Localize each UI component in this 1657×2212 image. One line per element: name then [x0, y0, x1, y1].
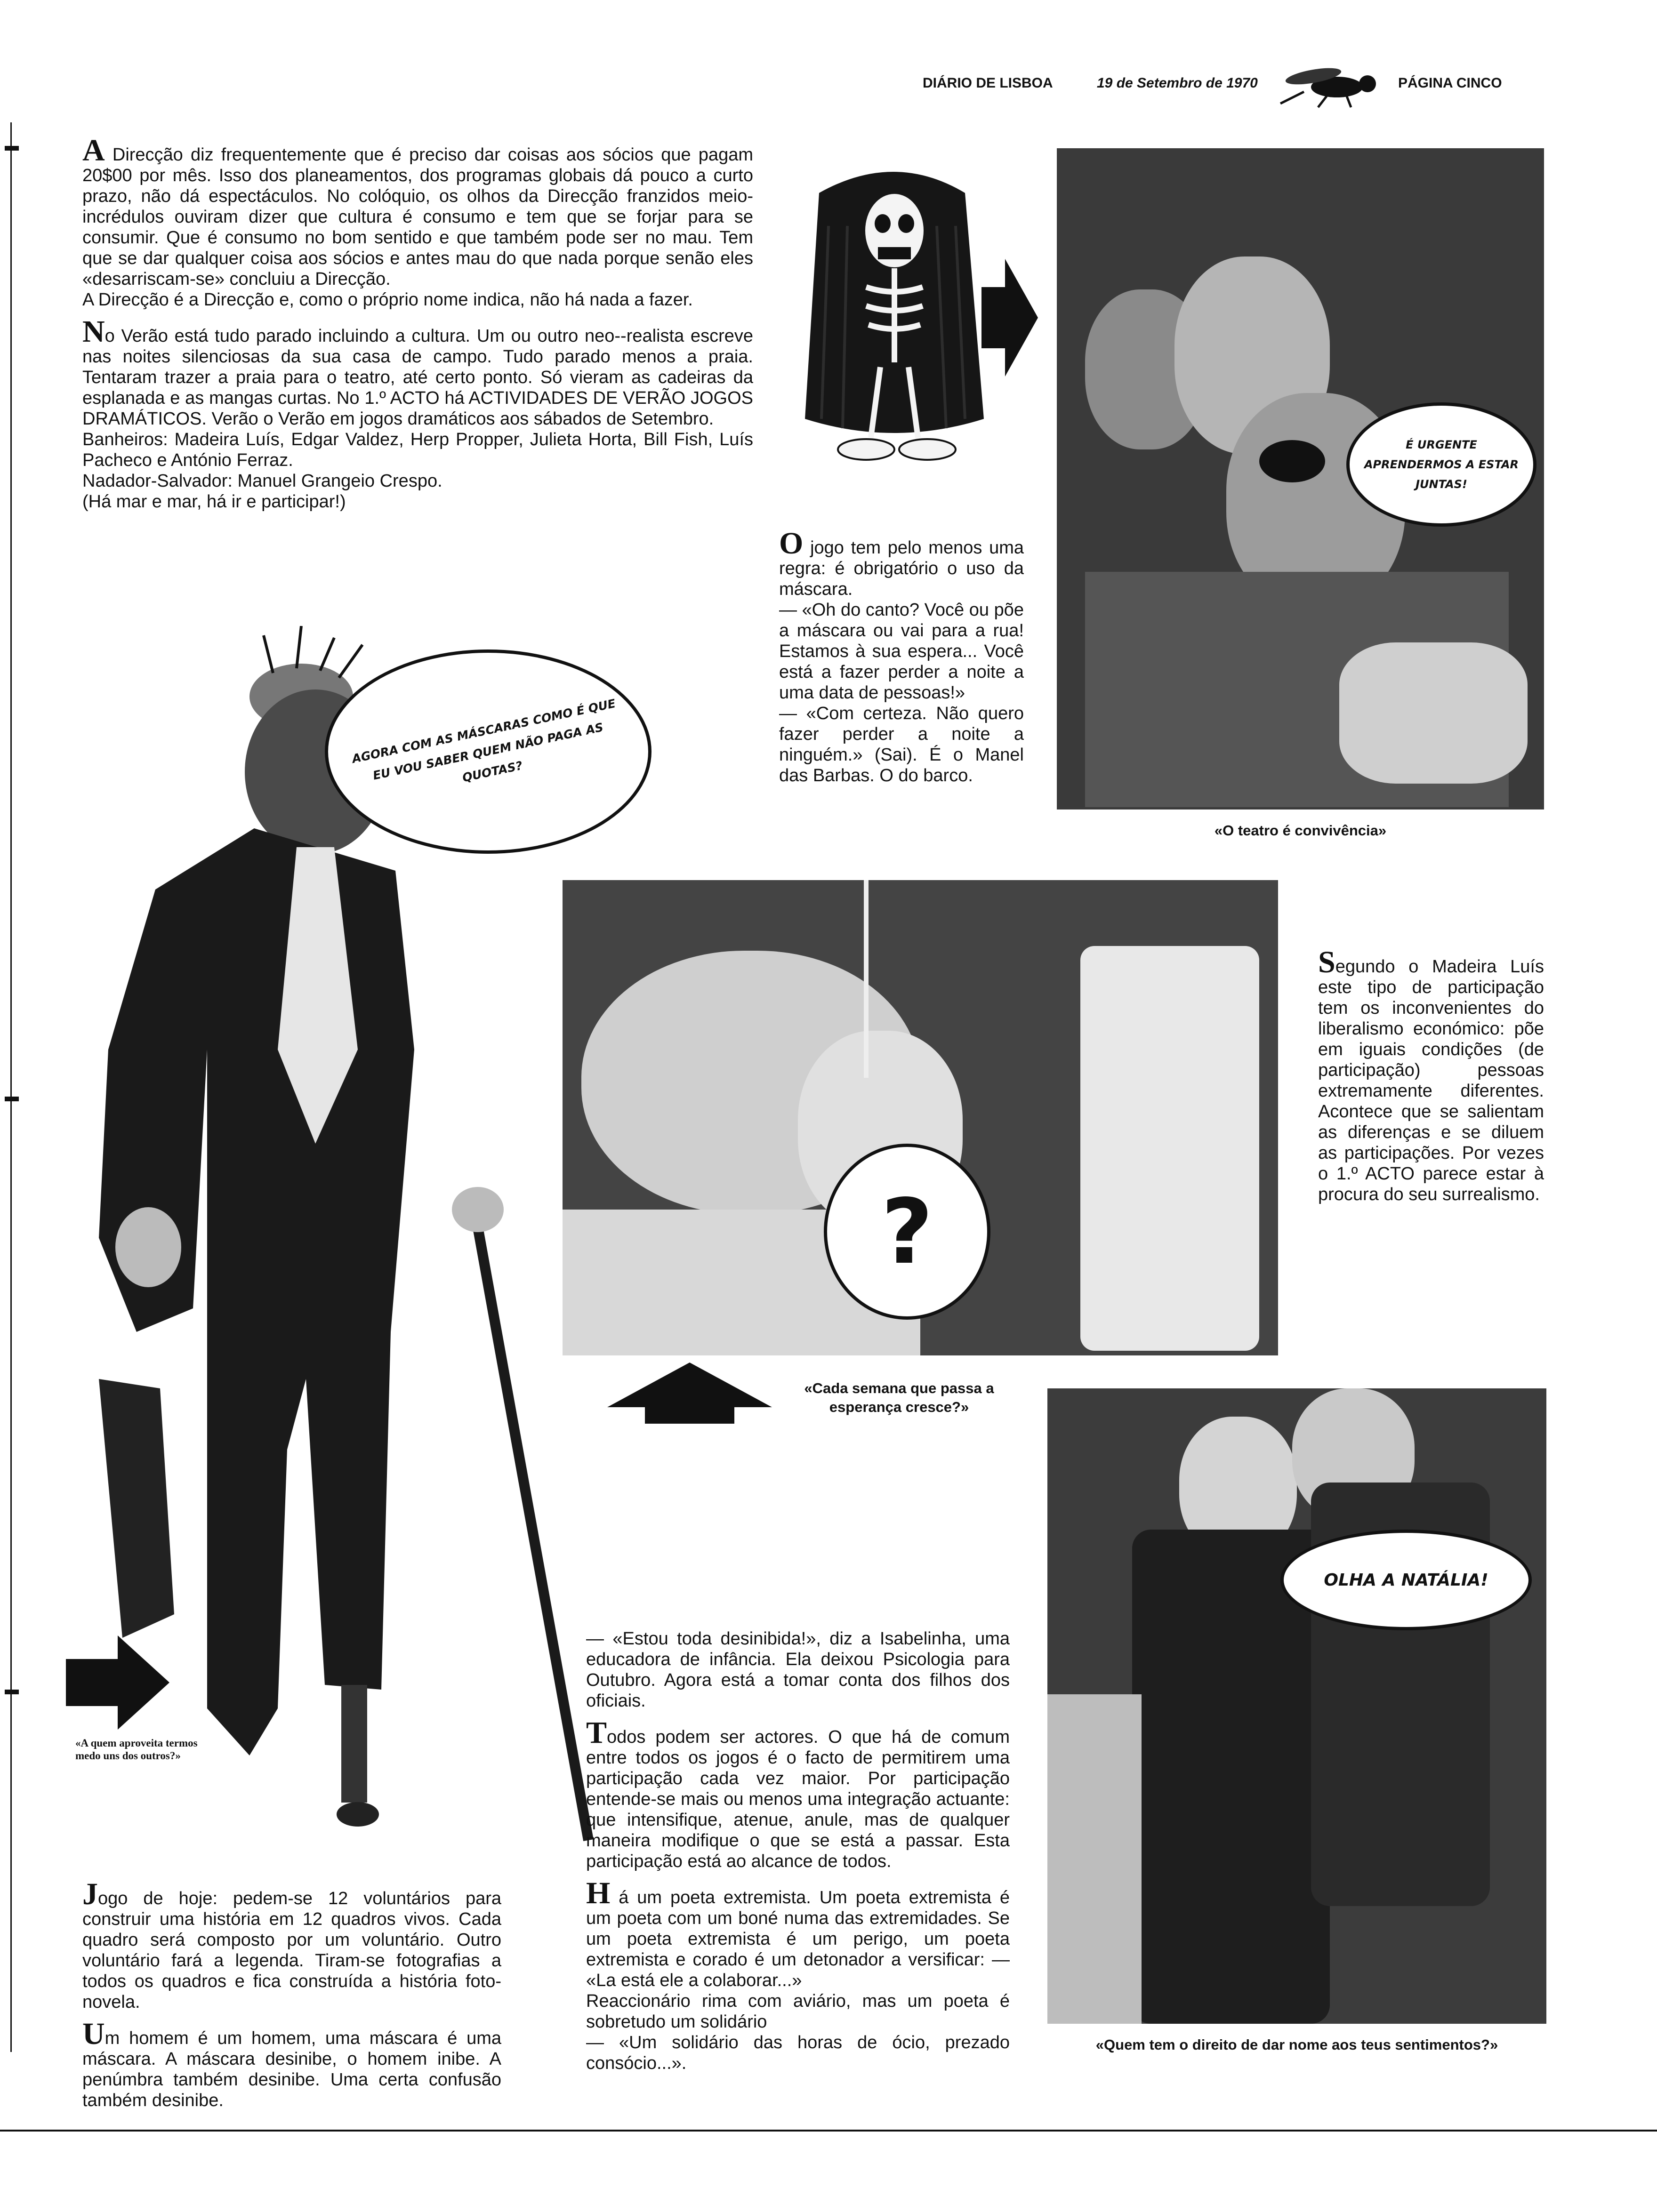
- paragraph: Jogo de hoje: pedem-se 12 voluntários para construir uma história em 12 quadros vivos. Cada quadro será composto por um voluntário. Outro voluntário fará a legenda. Tiram-se fotografias a todos os quadros e fica construída a história foto-novela.: [82, 1877, 501, 2012]
- left-margin-rule: [10, 122, 12, 2052]
- page-number: PÁGINA CINCO: [1398, 75, 1502, 91]
- paragraph: A Direcção diz frequentemente que é preciso dar coisas aos sócios que pagam 20$00 por mês. Isso dos planeamentos, dos programas globais dá pouco a curto prazo, não dá espectáculos. No colóquio, os olhos da Direcção franzidos meio-incrédulos ouviram dizer que cultura é consumo e tem que se forjar para se consumir. Que é consumo no bom sentido e que também pode ser no mau. Tem que se dar qualquer coisa aos sócios e antes mau do que nada porque senão eles «desarriscam-se» concluiu a Direcção. A Direcção é a Direcção e, como o próprio nome indica, não há nada a fazer.: [82, 133, 753, 310]
- bathers-list: Banheiros: Madeira Luís, Edgar Valdez, Herp Propper, Julieta Horta, Bill Fish, Luís Pacheco e António Ferraz.: [82, 430, 753, 470]
- scan-mark: [5, 146, 19, 151]
- page-header: [918, 66, 1549, 99]
- column-madeira-luis: [1318, 945, 1544, 1205]
- column-desinibida: [586, 1628, 1010, 2074]
- paragraph: No Verão está tudo parado incluindo a cultura. Um ou outro neo--realista escreve nas noites silenciosas da sua casa de campo. Tudo parado menos a praia. Tentaram trazer a praia para o teatro, até certo ponto. Só vieram as cadeiras da esplanada e as mangas curtas. No 1.º ACTO há ACTIVIDADES DE VERÃO JOGOS DRAMÁTICOS. Verão o Verão em jogos dramáticos aos sábados de Setembro. Banheiros: Madeira Luís, Edgar Valdez, Herp Propper, Julieta Horta, Bill Fish, Luís Pacheco e António Ferraz. Nadador-Salvador: Manuel Grangeio Crespo. (Há mar e mar, há ir e participar!): [82, 314, 753, 512]
- drop-cap: T: [586, 1715, 607, 1750]
- drop-cap: U: [82, 2017, 105, 2051]
- drop-cap: J: [82, 1877, 98, 1911]
- lifeguard-line: Nadador-Salvador: Manuel Grangeio Crespo.: [82, 471, 442, 491]
- speech-bubble-quotas: AGORA COM AS MÁSCARAS COMO É QUE EU VOU SABER QUEM NÃO PAGA AS QUOTAS?: [325, 649, 652, 854]
- column-mascara: [779, 526, 1024, 786]
- caption-esperanca: «Cada semana que passa a esperança cresce?»: [804, 1380, 994, 1415]
- skeleton-illustration: [777, 155, 1007, 480]
- drop-cap: O: [779, 526, 804, 561]
- speech-bubble-natalia: OLHA A NATÁLIA!: [1280, 1530, 1532, 1630]
- newspaper-name: DIÁRIO DE LISBOA: [923, 75, 1053, 91]
- arrow-up-icon: [607, 1362, 772, 1424]
- issue-date: 19 de Setembro de 1970: [1097, 75, 1258, 91]
- caption-sentimentos: «Quem tem o direito de dar nome aos teus sentimentos?»: [1095, 2036, 1498, 2053]
- paragraph: O jogo tem pelo menos uma regra: é obrigatório o uso da máscara. — «Oh do canto? Você ou põe a máscara ou vai para a rua! Estamos à sua espera... Você está a fazer perder a noite a uma data de pessoas!» — «Com certeza. Não quero fazer perder a noite a ninguém.» (Sai). É o Manel das Barbas. O do barco.: [779, 526, 1024, 785]
- paragraph: Todos podem ser actores. O que há de comum entre todos os jogos é o facto de permitirem uma participação cada vez maior. Por participação entende-se mais ou menos uma integração actuante: que intensifique, atenue, anule, mas de qualquer maneira modifique o que se está a passar. Esta participação está ao alcance de todos.: [586, 1715, 1010, 1871]
- speech-bubble-urgent: É URGENTE APRENDERMOS A ESTAR JUNTAS!: [1346, 402, 1536, 527]
- paragraph: Um homem é um homem, uma máscara é uma máscara. A máscara desinibe, o homem inibe. A penúmbra também desinibe. Uma certa confusão também desinibe.: [82, 2017, 501, 2110]
- scan-mark: [5, 1097, 19, 1101]
- paragraph: Segundo o Madeira Luís este tipo de participação tem os inconvenientes do liberalismo económico: põe em iguais condições (de participação) pessoas extremamente diferentes. Acontece que se salientam as diferenças e se diluem as participações. Por vezes o 1.º ACTO parece estar à procura do seu surrealismo.: [1318, 945, 1544, 1204]
- paragraph: — «Estou toda desinibida!», diz a Isabelinha, uma educadora de infância. Ela deixou Psicologia para Outubro. Agora está a tomar conta dos filhos dos oficiais.: [586, 1629, 1010, 1711]
- drop-cap: N: [82, 314, 105, 349]
- photo-two-men: [1047, 1388, 1546, 2024]
- drop-cap: A: [82, 133, 105, 168]
- article-intro: [82, 133, 753, 524]
- drop-cap: S: [1318, 945, 1335, 979]
- arrow-right-icon: [66, 1635, 169, 1730]
- paragraph-line: A Direcção é a Direcção e, como o próprio nome indica, não há nada a fazer.: [82, 290, 693, 310]
- column-jogo-de-hoje: [82, 1877, 501, 2123]
- paragraph: H á um poeta extremista. Um poeta extremista é um poeta com um boné numa das extremidades. Se um poeta extremista é um perigo, um poeta extremista e corado é um detonador a versificar: — «La está ele a colaborar...» Reaccionário rima com aviário, mas um poeta é sobretudo um solidário — «Um solidário das horas de ócio, prezado consócio...».: [586, 1876, 1010, 2073]
- caption-medo: «A quem aproveita termos medo uns dos outros?»: [75, 1737, 198, 1762]
- aside-note: (Há mar e mar, há ir e participar!): [82, 492, 346, 512]
- arrow-right-icon: [981, 259, 1038, 377]
- dialogue-line: — «Oh do canto? Você ou põe a máscara ou vai para a rua! Estamos à sua espera... Você está a fazer perder a noite a uma data de pessoas!»: [779, 600, 1024, 703]
- caption-teatro: «O teatro é convivência»: [1214, 822, 1387, 839]
- question-bubble: ?: [824, 1144, 990, 1320]
- drop-cap: H: [586, 1876, 611, 1910]
- scan-mark: [5, 1690, 19, 1694]
- dialogue-line: — «Com certeza. Não quero fazer perder a noite a ninguém.» (Sai). É o Manel das Barbas. O do barco.: [779, 704, 1024, 785]
- bottom-rule: [0, 2130, 1657, 2132]
- fly-icon: [1276, 66, 1379, 108]
